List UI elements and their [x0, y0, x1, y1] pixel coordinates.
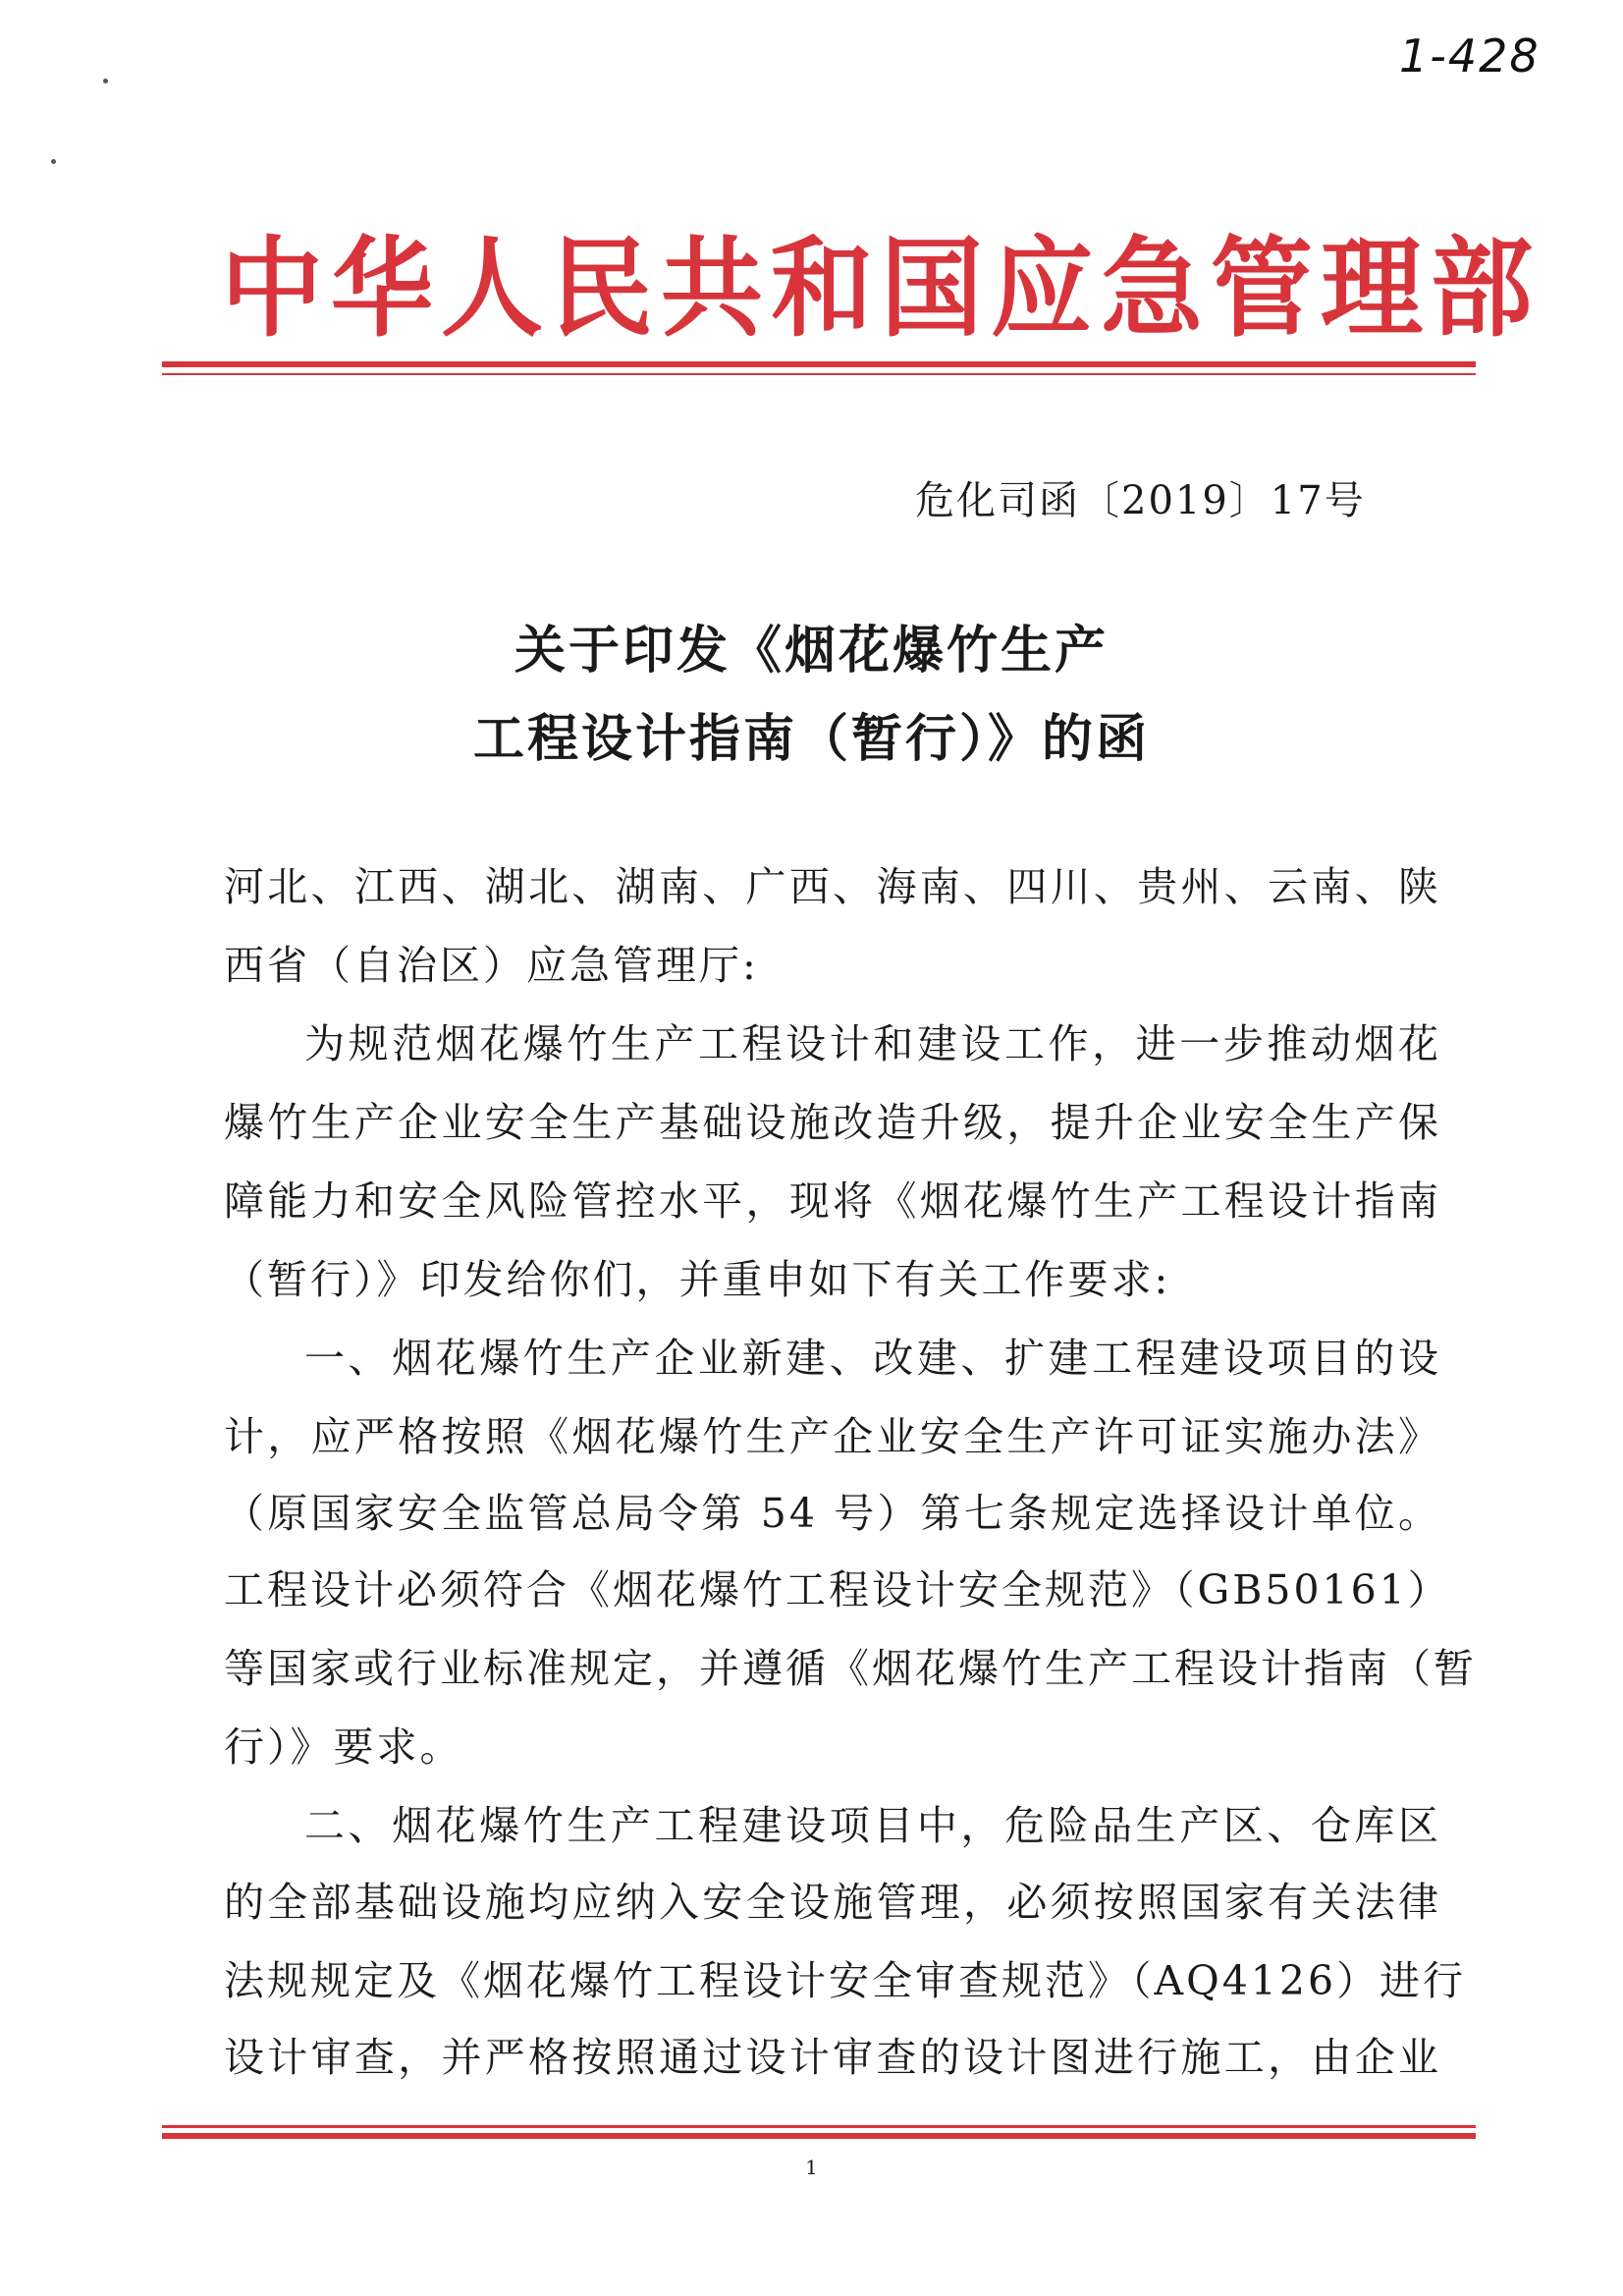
- body-line: 二、烟花爆竹生产工程建设项目中，危险品生产区、仓库区: [304, 1802, 1441, 1849]
- page-number: 1: [805, 2156, 818, 2179]
- footer-rule-thin: [162, 2125, 1476, 2128]
- body-line: 河北、江西、湖北、湖南、广西、海南、四川、贵州、云南、陕: [224, 863, 1441, 910]
- paper-speck: [51, 159, 56, 164]
- body-line: 西省（自治区）应急管理厅:: [224, 942, 759, 989]
- handwritten-note: 1-428: [1399, 29, 1541, 82]
- body-line: 法规规定及《烟花爆竹工程设计安全审查规范》（AQ4126）进行: [224, 1957, 1467, 2004]
- body-line: 障能力和安全风险管控水平，现将《烟花爆竹生产工程设计指南: [224, 1177, 1441, 1225]
- document-title-line-2: 工程设计指南（暂行）》的函: [472, 710, 1150, 769]
- document-title-line-1: 关于印发《烟花爆竹生产: [514, 622, 1109, 681]
- document-number: 危化司函〔2019〕17号: [915, 478, 1366, 523]
- body-line: 一、烟花爆竹生产企业新建、改建、扩建工程建设项目的设: [304, 1335, 1441, 1382]
- body-line: 等国家或行业标准规定，并遵循《烟花爆竹生产工程设计指南（暂: [224, 1645, 1477, 1692]
- body-line: （暂行）》印发给你们，并重申如下有关工作要求:: [224, 1256, 1171, 1303]
- body-line: 的全部基础设施均应纳入安全设施管理，必须按照国家有关法律: [224, 1879, 1441, 1926]
- letterhead-rule-thin: [162, 373, 1476, 375]
- body-line: 爆竹生产企业安全生产基础设施改造升级，提升企业安全生产保: [224, 1099, 1441, 1146]
- body-line: （原国家安全监管总局令第 54 号）第七条规定选择设计单位。: [224, 1490, 1441, 1537]
- body-line: 工程设计必须符合《烟花爆竹工程设计安全规范》（GB50161）: [224, 1566, 1451, 1613]
- body-line: 设计审查，并严格按照通过设计审查的设计图进行施工，由企业: [224, 2034, 1441, 2081]
- letterhead-agency: 中华人民共和国应急管理部: [221, 225, 1542, 353]
- body-line: 计，应严格按照《烟花爆竹生产企业安全生产许可证实施办法》: [224, 1413, 1441, 1460]
- footer-rule-thick: [162, 2133, 1476, 2139]
- paper-speck: [103, 79, 108, 83]
- body-line: 为规范烟花爆竹生产工程设计和建设工作，进一步推动烟花: [304, 1020, 1441, 1067]
- letterhead-rule-thick: [162, 361, 1476, 367]
- body-line: 行）》要求。: [224, 1723, 463, 1771]
